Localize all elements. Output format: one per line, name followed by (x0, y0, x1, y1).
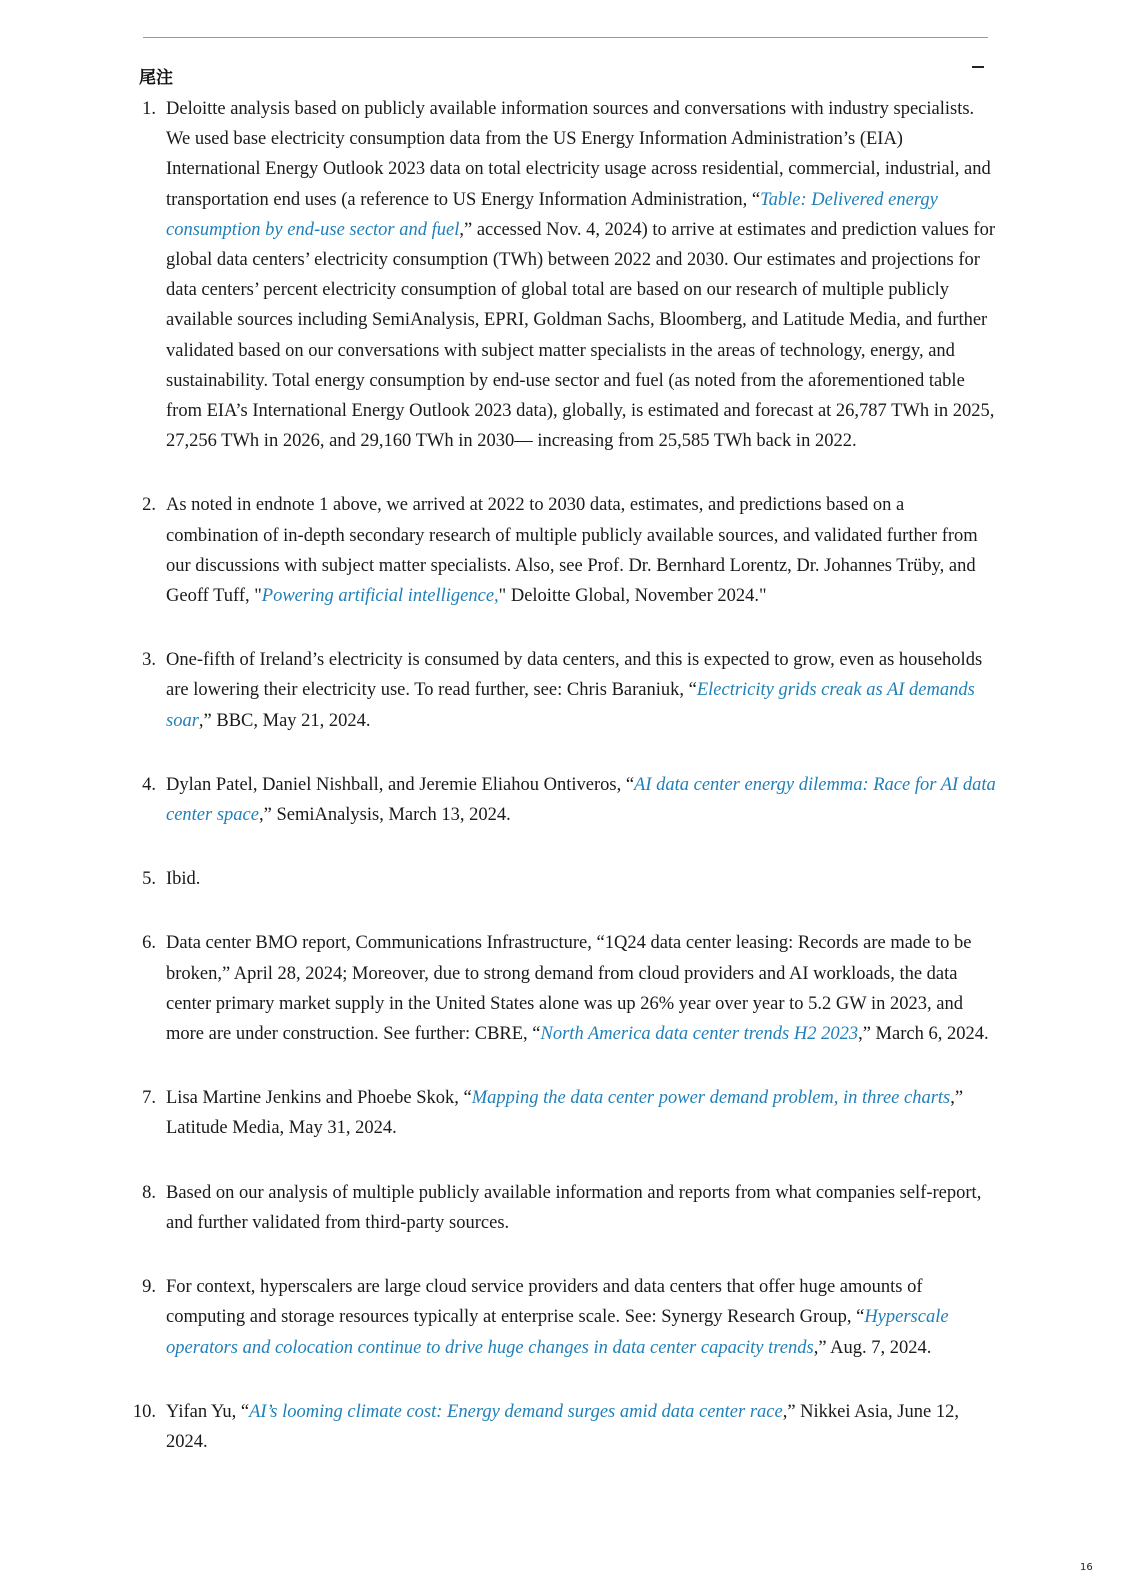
endnote-item (142, 928, 996, 1049)
endnote-item (142, 770, 996, 830)
endnotes-list (132, 94, 996, 1491)
endnote-number: 3. (142, 650, 156, 671)
endnote-link[interactable]: Powering artificial intelligence, (261, 586, 499, 607)
collapse-minus-icon[interactable] (971, 60, 985, 74)
endnote-text-after: ,” BBC, May 21, 2024. (198, 710, 371, 731)
endnote-link[interactable]: Table: Delivered energy consumption by end-use sector and fuel (166, 189, 938, 240)
endnote-item (142, 490, 996, 611)
endnote-item (142, 1083, 996, 1143)
endnote-item (142, 94, 996, 456)
page-number: 16 (1080, 1562, 1093, 1573)
endnote-link[interactable]: Electricity grids creak as AI demands soar (166, 680, 975, 731)
endnote-text: Lisa Martine Jenkins and Phoebe Skok, “ (166, 1088, 472, 1109)
endnote-text: As noted in endnote 1 above, we arrived at 2022 to 2030 data, estimates, and predictions based on a combination of in-depth secondary research of multiple publicly available sources, and validated further from our discussions with subject matter specialists. Also, see Prof. Dr. Bernhard Lorentz, Dr. Johannes Trüby, and Geoff Tuff, " (166, 495, 978, 607)
section-title: 尾注 (139, 68, 173, 88)
endnote-text-after: ,” Nikkei Asia, June 12, 2024. (166, 1401, 959, 1452)
endnote-item (142, 1272, 996, 1363)
endnote-link[interactable]: Hyperscale operators and colocation continue to drive huge changes in data center capacity trends (166, 1307, 949, 1358)
endnote-number: 4. (142, 774, 156, 795)
endnote-text: Ibid. (166, 869, 201, 890)
endnote-item (142, 864, 996, 894)
endnote-text: Dylan Patel, Daniel Nishball, and Jeremie Eliahou Ontiveros, “ (166, 774, 635, 795)
endnote-text-after: ,” Aug. 7, 2024. (813, 1337, 932, 1358)
endnote-item (142, 645, 996, 736)
endnote-text: Based on our analysis of multiple publicly available information and reports from what companies self-report, and further validated from third-party sources. (166, 1182, 982, 1233)
endnote-number: 8. (142, 1182, 156, 1203)
endnote-text-after: ,” Latitude Media, May 31, 2024. (166, 1088, 964, 1139)
endnote-text-after: " Deloitte Global, November 2024." (498, 586, 767, 607)
endnote-text-after: ,” March 6, 2024. (858, 1024, 989, 1045)
endnote-item (142, 1178, 996, 1238)
endnote-text: Data center BMO report, Communications Infrastructure, “1Q24 data center leasing: Records are made to be broken,” April 28, 2024; Moreover, due to strong demand from cloud providers and AI workloads, the data center primary market supply in the United States alone was up 26% year over year to 5.2 GW in 2023, and more are under construction. See further: CBRE, “ (166, 933, 972, 1045)
endnote-number: 9. (142, 1277, 156, 1298)
endnote-number: 1. (142, 99, 156, 119)
endnote-item (132, 1397, 996, 1457)
endnote-text: One-fifth of Ireland’s electricity is consumed by data centers, and this is expected to grow, even as households are lowering their electricity use. To read further, see: Chris Baraniuk, “ (166, 650, 983, 701)
endnote-number: 6. (142, 933, 156, 954)
endnote-text: For context, hyperscalers are large cloud service providers and data centers that offer huge amounts of computing and storage resources typically at enterprise scale. See: Synergy Research Group, “ (166, 1277, 923, 1328)
endnote-number: 2. (142, 495, 156, 516)
endnote-text-after: ,” accessed Nov. 4, 2024) to arrive at estimates and prediction values for global data centers’ electricity consumption (TWh) between 2022 and 2030. Our estimates and projections for data centers’ percent electricity consumption of global total are based on our research of multiple publicly available sources including SemiAnalysis, EPRI, Goldman Sachs, Bloomberg, and Latitude Media, and further validated based on our conversations with subject matter specialists in the areas of technology, energy, and sustainability. Total energy consumption by end-use sector and fuel (as noted from the aforementioned table from EIA’s International Energy Outlook 2023 data), globally, is estimated and forecast at 26,787 TWh in 2025, 27,256 TWh in 2026, and 29,160 TWh in 2030— increasing from 25,585 TWh back in 2022. (166, 219, 995, 452)
endnote-number: 5. (142, 869, 156, 890)
endnote-link[interactable]: Mapping the data center power demand problem, in three charts (471, 1088, 951, 1109)
endnote-link[interactable]: AI’s looming climate cost: Energy demand surges amid data center race (249, 1401, 783, 1422)
top-divider (143, 37, 988, 38)
endnote-text-after: ,” SemiAnalysis, March 13, 2024. (258, 805, 511, 826)
endnote-number: 10. (132, 1401, 156, 1422)
endnote-number: 7. (142, 1088, 156, 1109)
endnote-link[interactable]: North America data center trends H2 2023 (540, 1024, 859, 1045)
endnote-text: Yifan Yu, “ (166, 1401, 250, 1422)
endnote-text: Deloitte analysis based on publicly available information sources and conversations with industry specialists. We used base electricity consumption data from the US Energy Information Administration’s (EIA) International Energy Outlook 2023 data on total electricity usage across residential, commercial, industrial, and transportation end uses (a reference to US Energy Information Administration, “ (166, 99, 991, 210)
endnote-link[interactable]: AI data center energy dilemma: Race for AI data center space (166, 774, 996, 826)
